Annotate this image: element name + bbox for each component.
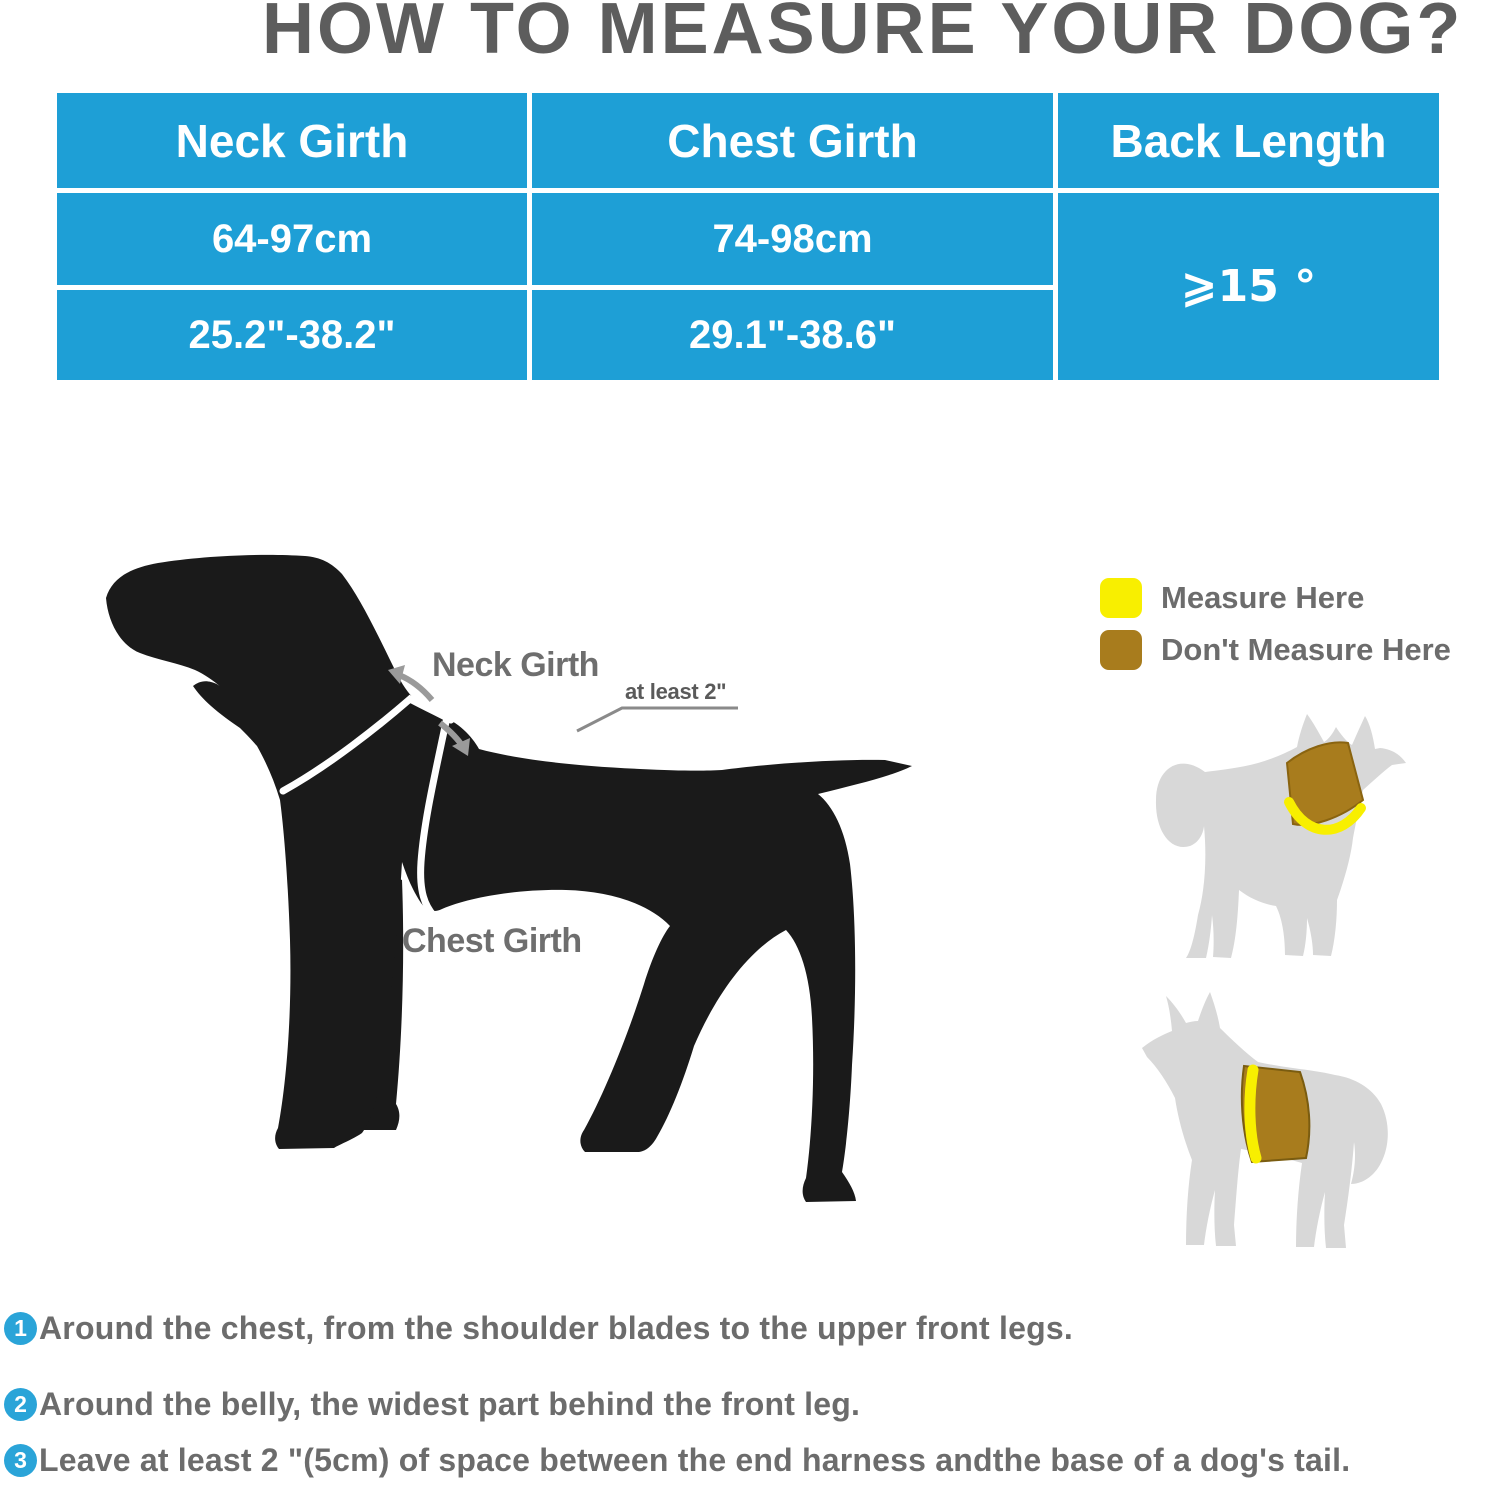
- measure-here-swatch: [1100, 578, 1142, 618]
- chest-girth-inch-value: 29.1"-38.6": [532, 290, 1053, 380]
- step-1-text: Around the chest, from the shoulder blades to the upper front legs.: [39, 1310, 1073, 1346]
- small-dog-neck-example: [1156, 714, 1406, 958]
- table-header-neck-girth: Neck Girth: [57, 93, 527, 188]
- dont-measure-here-label: Don't Measure Here: [1161, 632, 1451, 667]
- dont-measure-here-swatch: [1100, 630, 1142, 670]
- back-length-value: ⩾15 °: [1058, 193, 1439, 380]
- neck-girth-cm-value: 64-97cm: [57, 193, 527, 285]
- page-title: HOW TO MEASURE YOUR DOG?: [262, 0, 1464, 69]
- neck-girth-diagram-label: Neck Girth: [432, 646, 599, 684]
- legend-item-dont-measure: [1100, 630, 1451, 670]
- step-3-number-badge: 3: [4, 1444, 37, 1477]
- chest-girth-diagram-label: Chest Girth: [402, 922, 582, 960]
- small-dog-belly-example: [1142, 992, 1388, 1248]
- table-header-chest-girth: Chest Girth: [532, 93, 1053, 188]
- step-2-text: Around the belly, the widest part behind the front leg.: [39, 1386, 861, 1422]
- clearance-leader-line: [577, 708, 738, 731]
- table-header-back-length: Back Length: [1058, 93, 1439, 188]
- legend-item-measure: [1100, 578, 1364, 618]
- instruction-step-2: [4, 1386, 860, 1423]
- clearance-diagram-label: at least 2": [625, 679, 727, 704]
- neck-girth-inch-value: 25.2"-38.2": [57, 290, 527, 380]
- measure-here-label: Measure Here: [1161, 580, 1365, 615]
- chest-girth-cm-value: 74-98cm: [532, 193, 1053, 285]
- instruction-step-1: [4, 1310, 1073, 1347]
- step-3-text: Leave at least 2 "(5cm) of space between the end harness andthe base of a dog's tail.: [39, 1442, 1351, 1478]
- step-1-number-badge: 1: [4, 1312, 37, 1345]
- step-2-number-badge: 2: [4, 1388, 37, 1421]
- instruction-step-3: [4, 1442, 1350, 1479]
- measure-belly-highlight: [1250, 1070, 1256, 1158]
